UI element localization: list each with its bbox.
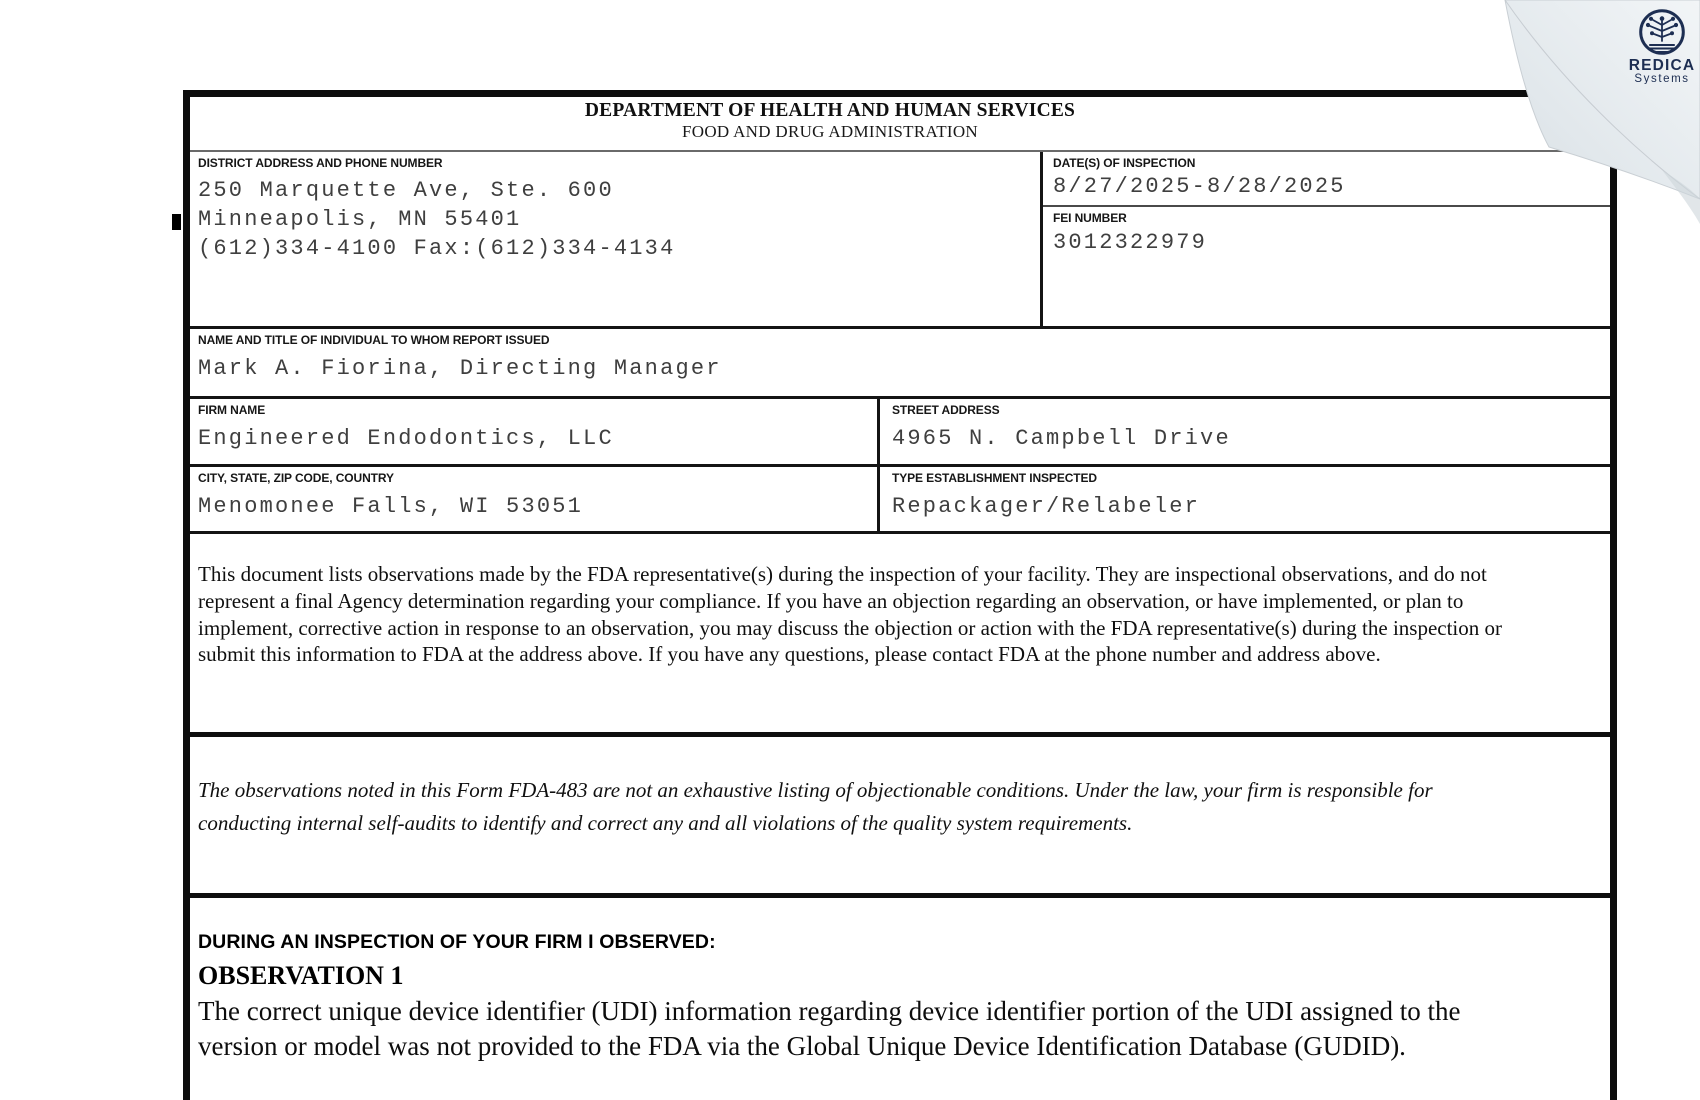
disclaimer-box [190,742,1610,898]
observation-1-text: The correct unique device identifier (UDI) information regarding device identifier portion of the UDI assigned to the version or model was not provided to the FDA via the Global Unique Device Identification Database (GUDID). [198,996,1461,1061]
issued-to-cell [190,329,1610,399]
issued-to-value: Mark A. Fiorina, Directing Manager [198,356,722,381]
street-address-cell [880,399,1610,464]
disclaimer-text: The observations noted in this Form FDA-483 are not an exhaustive listing of objectionable conditions. Under the law, your firm is responsible for conducting internal self-audits to identify and correct any and all violations of the quality system requirements. [198,778,1433,835]
row-district-dates [190,152,1610,329]
row-city-type [190,467,1610,534]
fei-number-value: 3012322979 [1053,230,1208,255]
inspection-notice-text: This document lists observations made by the FDA representative(s) during the inspection of your facility. They are inspectional observations, and do not represent a final Agency determination regarding your compliance. If you have an objection regarding an observation, or have implemented, or plan to implement, corrective action in response to an observation, you may discuss the objection or action with the FDA representative(s) during the inspection or submit this information to FDA at the address above. If you have any questions, please contact FDA at the phone number and address above. [198,562,1502,667]
scan-artifact [172,214,181,230]
inspection-dates-value: 8/27/2025-8/28/2025 [1053,174,1346,199]
agency-subtitle: FOOD AND DRUG ADMINISTRATION [682,122,978,141]
redica-sub-text: Systems [1634,73,1690,84]
city-cell [190,467,880,531]
observation-1-title: OBSERVATION 1 [198,961,404,990]
firm-name-value: Engineered Endodontics, LLC [198,426,614,451]
department-title: DEPARTMENT OF HEALTH AND HUMAN SERVICES [584,100,1076,121]
form-header [190,97,1470,150]
establishment-type-cell [880,467,1610,531]
box-separator [190,898,1610,905]
city-label: CITY, STATE, ZIP CODE, COUNTRY [198,471,394,485]
establishment-type-label: TYPE ESTABLISHMENT INSPECTED [892,471,1097,485]
redica-logo [1628,6,1698,84]
firm-name-cell [190,399,880,464]
redica-brand-text: REDICA [1628,57,1696,74]
inspection-notice-box [190,534,1610,737]
firm-name-label: FIRM NAME [198,403,266,417]
row-firm-street [190,399,1610,467]
street-address-value: 4965 N. Campbell Drive [892,426,1231,451]
fei-number-label: FEI NUMBER [1053,211,1127,225]
district-address-line-3: (612)334-4100 Fax:(612)334-4134 [198,236,676,261]
issued-to-label: NAME AND TITLE OF INDIVIDUAL TO WHOM REPORT ISSUED [198,333,550,347]
establishment-type-value: Repackager/Relabeler [892,494,1201,519]
district-address-line-2: Minneapolis, MN 55401 [198,207,522,232]
district-address-label: DISTRICT ADDRESS AND PHONE NUMBER [198,156,443,170]
street-address-label: STREET ADDRESS [892,403,1000,417]
city-value: Menomonee Falls, WI 53051 [198,494,584,519]
observations-box [190,905,1610,1100]
district-address-line-1: 250 Marquette Ave, Ste. 600 [198,178,614,203]
district-address-cell [190,152,1043,326]
observed-heading: DURING AN INSPECTION OF YOUR FIRM I OBSERVED: [198,931,716,953]
inspection-dates-label: DATE(S) OF INSPECTION [1053,156,1196,170]
